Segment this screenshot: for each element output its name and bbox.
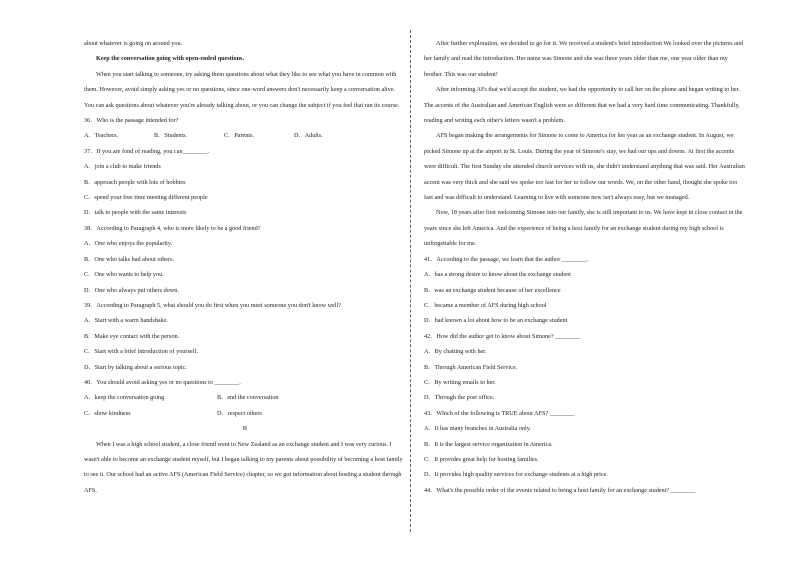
question-40-options-row1 [84, 390, 406, 405]
question-38: 38．According to Paragraph 4, who is more likely to be a good friend? [84, 224, 261, 232]
option: C．spend your free time meeting different people [84, 194, 208, 202]
option: B．approach people with lots of hobbies [84, 178, 186, 186]
option: C．show kindness [84, 409, 131, 417]
option: D．had known a lot about how to be an exchange student [424, 317, 568, 325]
option: B．One who talks bad about others. [84, 255, 175, 263]
option: C．One who wants to help you. [84, 271, 164, 279]
question-40: 40．You should avoid asking yes or no questions to ________. [84, 378, 241, 386]
option: C．It provides great help for hosting families. [424, 455, 539, 463]
question-41: 41．According to the passage, we learn that the author ________. [424, 255, 589, 263]
question-43: 43．Which of the following is TRUE about AFS? ________ [424, 409, 575, 417]
option: A．Teachers. [84, 132, 119, 140]
section-heading: Keep the conversation going with open-ended questions. [96, 55, 244, 63]
option: B．was an exchange student because of her excellence [424, 286, 561, 294]
option: B．Make eye contact with the person. [84, 332, 180, 340]
option: D．Start by talking about a serious topic. [84, 363, 187, 371]
paragraph: After informing AFs that we'd accept the student, we had the opportunity to call her on the phone and began writing to her. The accents of the Australian and American English were so different that we had a very hard time communicating. Thankfully, reading and writing each other's letters wasn't a problem. [424, 86, 740, 125]
question-37: 37．If you are fond of reading, you can________. [84, 147, 209, 155]
option: C．Start with a brief introduction of yourself. [84, 348, 198, 356]
paragraph: When I was a high school student, a close friend went to New Zealand as an exchange student and I was very curious. I wasn't able to become an exchange student myself, but I began talking to my parents about possibility of becoming a host family to see it. Our school had an active AFS (American Field Service) chapter, so we got information about hosting a student through AFS. [84, 440, 403, 494]
option: A．has a strong desire to know about the exchange student [424, 271, 571, 279]
question-44: 44．What's the possible order of the events related to being a host family for an exchange student? ________ [424, 486, 696, 494]
option: A．Start with a warm handshake. [84, 317, 169, 325]
option: D．One who always put others down. [84, 286, 179, 294]
option: C．Parents. [224, 132, 255, 140]
option: A．It has many branches in Australia only. [424, 425, 531, 433]
paragraph: After further exploration, we decided to go for it. We received a student's brief introduction We looked over the pictures and her family and read the introduction. Her name was Simone and she was three years older than me, one year older than my brother. This was our student! [424, 40, 744, 78]
question-36: 36．Who is the passage intended for? [84, 117, 179, 125]
option: D．Adults. [294, 132, 323, 140]
question-40-options-row2 [84, 406, 406, 421]
option: A．By chatting with her. [424, 348, 487, 356]
paragraph: AFS began making the arrangements for Simone to come to America for her year as an exchange student. In August, we picked Simone up at the airport in St. Louis. During the year of Simone's stay, we had our ups and downs. At first the accents were difficult. The first Sunday she attended church services with us, she didn't understand anything that was said. Her Australian accent was very thick and she said we spoke too fast for her to follow our words. We, on the other hand, thought she spoke too fast and was difficult to understand. Learning to live with someone new isn't always easy, but we managed. [424, 132, 745, 202]
option: D．talk to people with the same interests [84, 209, 187, 217]
option: D．respect others [217, 409, 262, 417]
option: B．Through American Field Service. [424, 363, 518, 371]
question-39: 39．According to Paragraph 5, what should you do first when you meet someone you don't know well? [84, 301, 341, 309]
question-36-options [84, 128, 406, 143]
section-label: B [242, 425, 248, 433]
question-42: 42．How did the author get to know about Simone? ________ [424, 332, 580, 340]
paragraph: When you start talking to someone, try asking them questions about what they like to see what you have in common with them. However, avoid simply asking yes or no questions, since one-word answers don't necessarily keep a conversation alive. You can ask questions about whatever you're already talking about, or you can change the subject if you feel that ran its course. [84, 70, 400, 109]
option: D．It provides high quality services for exchange students at a high price. [424, 471, 608, 479]
option: A．join a club to make friends [84, 163, 161, 171]
option: B．It is the largest service organization in America. [424, 440, 553, 448]
column-divider [410, 30, 411, 532]
option: D．Through the post office. [424, 394, 495, 402]
right-column [424, 36, 746, 498]
option: B．end the conversation [217, 394, 279, 402]
option: A．One who enjoys the popularity. [84, 240, 173, 248]
left-column [84, 36, 406, 498]
paragraph: Now, 18 years after first welcoming Simone into our family, she is still important to us. We have kept in close contact in the years since she left America. And the experience of being a host family for an exchange student during my high school is unforgettable for me. [424, 209, 743, 248]
option: A．keep the conversation going [84, 394, 165, 402]
option: B．Students. [154, 132, 188, 140]
option: C．By writing emails to her. [424, 378, 496, 386]
option: C．became a member of AFS during high school [424, 301, 547, 309]
text-line: about whatever is going on around you. [84, 40, 183, 47]
